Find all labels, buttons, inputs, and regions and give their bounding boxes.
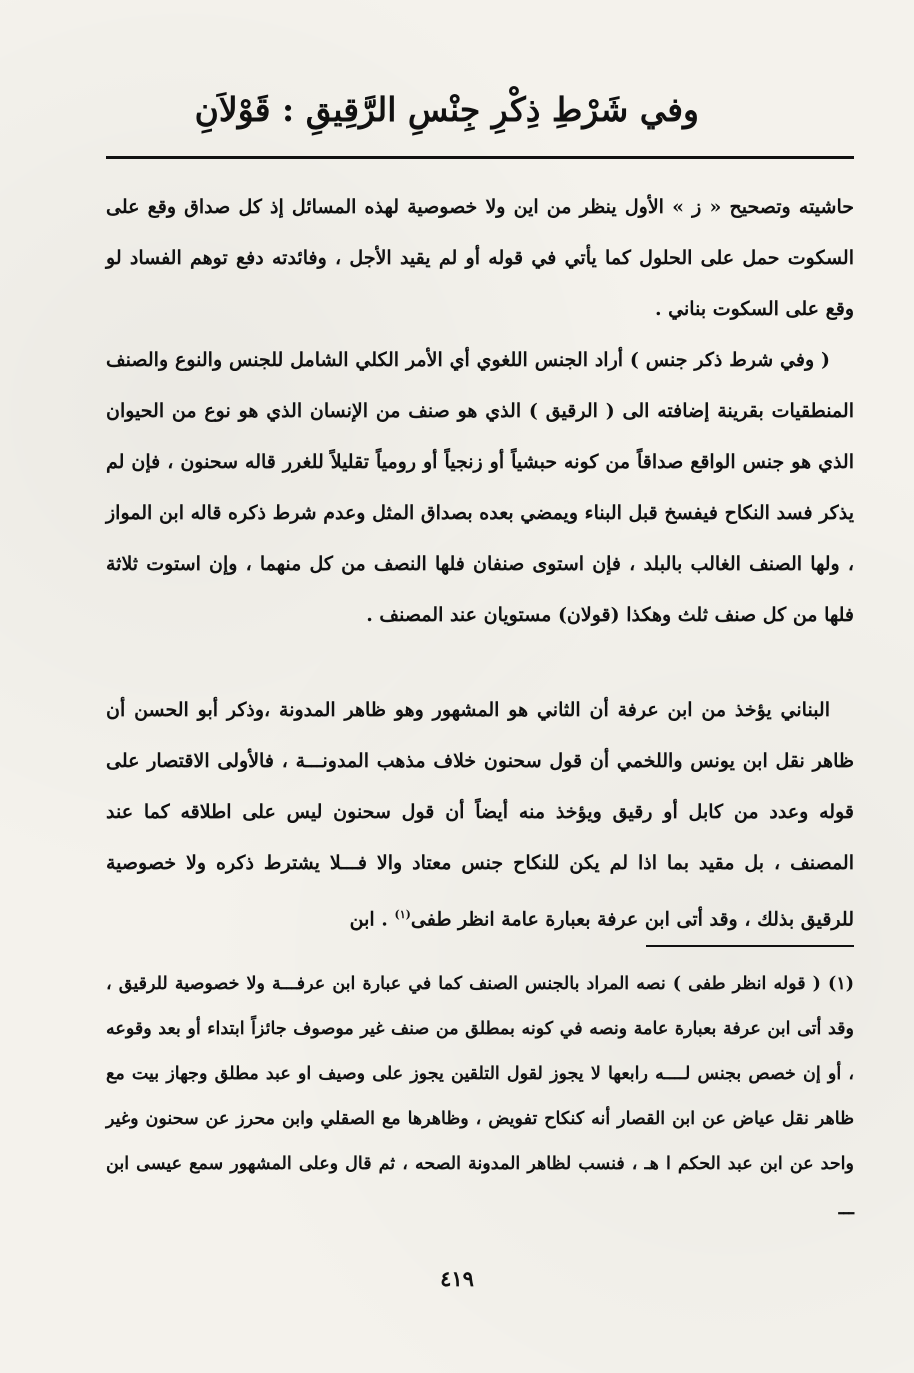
paragraph-3-main: البناني يؤخذ من ابن عرفة أن الثاني هو المشهور وهو ظاهر المدونة ،وذكر أبو الحسن أن ظاهر نقل ابن يونس واللخمي أن قول سحنون خلاف مذهب المدونـــة ، فالأولى الاقتصار على قوله وعدد من كابل أو رقيق ويؤخذ منه أيضاً أن قول سحنون ليس على اطلاقه كما عند المصنف ، بل مقيد بما اذا لم يكن للنكاح جنس معتاد والا فـــلا يشترط ذكره ولا خصوصية للرقيق بذلك ، وقد أتى ابن عرفة بعبارة عامة انظر طفى [106,699,854,931]
paragraph-2-text: ( وفي شرط ذكر جنس ) أراد الجنس اللغوي أي الأمر الكلي الشامل للجنس والنوع والصنف المنطقيات بقرينة إضافته الى ( الرقيق ) الذي هو صنف من الإنسان الذي هو نوع من الحيوان الذي هو جنس الواقع صداقاً من كونه حبشياً أو زنجياً أو رومياً تقليلاً للغرر قاله سحنون ، فإن لم يذكر فسد النكاح فيفسخ قبل البناء ويمضي بعده بصداق المثل وعدم شرط ذكره قاله ابن المواز ، ولها الصنف الغالب بالبلد ، فإن استوى صنفان فلها النصف من كل منهما ، وإن استوت ثلاثة فلها من كل صنف ثلث وهكذا (قولان) مستويان عند المصنف . [106,349,854,626]
page-number: ٤١٩ [440,1266,474,1291]
paragraph-1-text: حاشيته وتصحيح « ز » الأول ينظر من اين ولا خصوصية لهذه المسائل إذ كل صداق وقع على السكوت حمل على الحلول كما يأتي في قوله أو لم يقيد الأجل ، وفائدته دفع توهم الفساد لو وقع على السكوت بناني . [106,196,854,320]
footnote-reference: (١) [394,908,411,921]
footnote-divider [646,945,854,947]
paragraph-3-tail: . ابن [349,908,395,931]
paragraph-1 [106,182,854,335]
page-header-title: وفي شَرْطِ ذِكْرِ جِنْسِ الرَّقِيقِ : قَوْلاَنِ [194,90,699,129]
paragraph-3 [106,685,854,945]
paragraph-2 [106,335,854,641]
footnote: (١) ( قوله انظر طفى ) نصه المراد بالجنس الصنف كما في عبارة ابن عرفـــة ولا خصوصية للرقيق ، وقد أتى ابن عرفة بعبارة عامة ونصه في كونه بمطلق من صنف غير موصوف جائزاً ابتداء أو بعد وقوعه ، أو إن خصص بجنس لــــه رابعها لا يجوز لقول التلقين يجوز على وصيف او عبد مطلق وجهاز بيت مع ظاهر نقل عياض عن ابن القصار أنه كنكاح تفويض ، وظاهرها مع الصقلي وابن محرز عن سحنون وغير واحد عن ابن عبد الحكم ا هـ ، فنسب لظاهر المدونة الصحه ، ثم قال وعلى المشهور سمع عيسى ابن ـــ [106,974,854,1219]
paragraph-3-text [106,685,854,945]
header-divider [106,156,854,159]
